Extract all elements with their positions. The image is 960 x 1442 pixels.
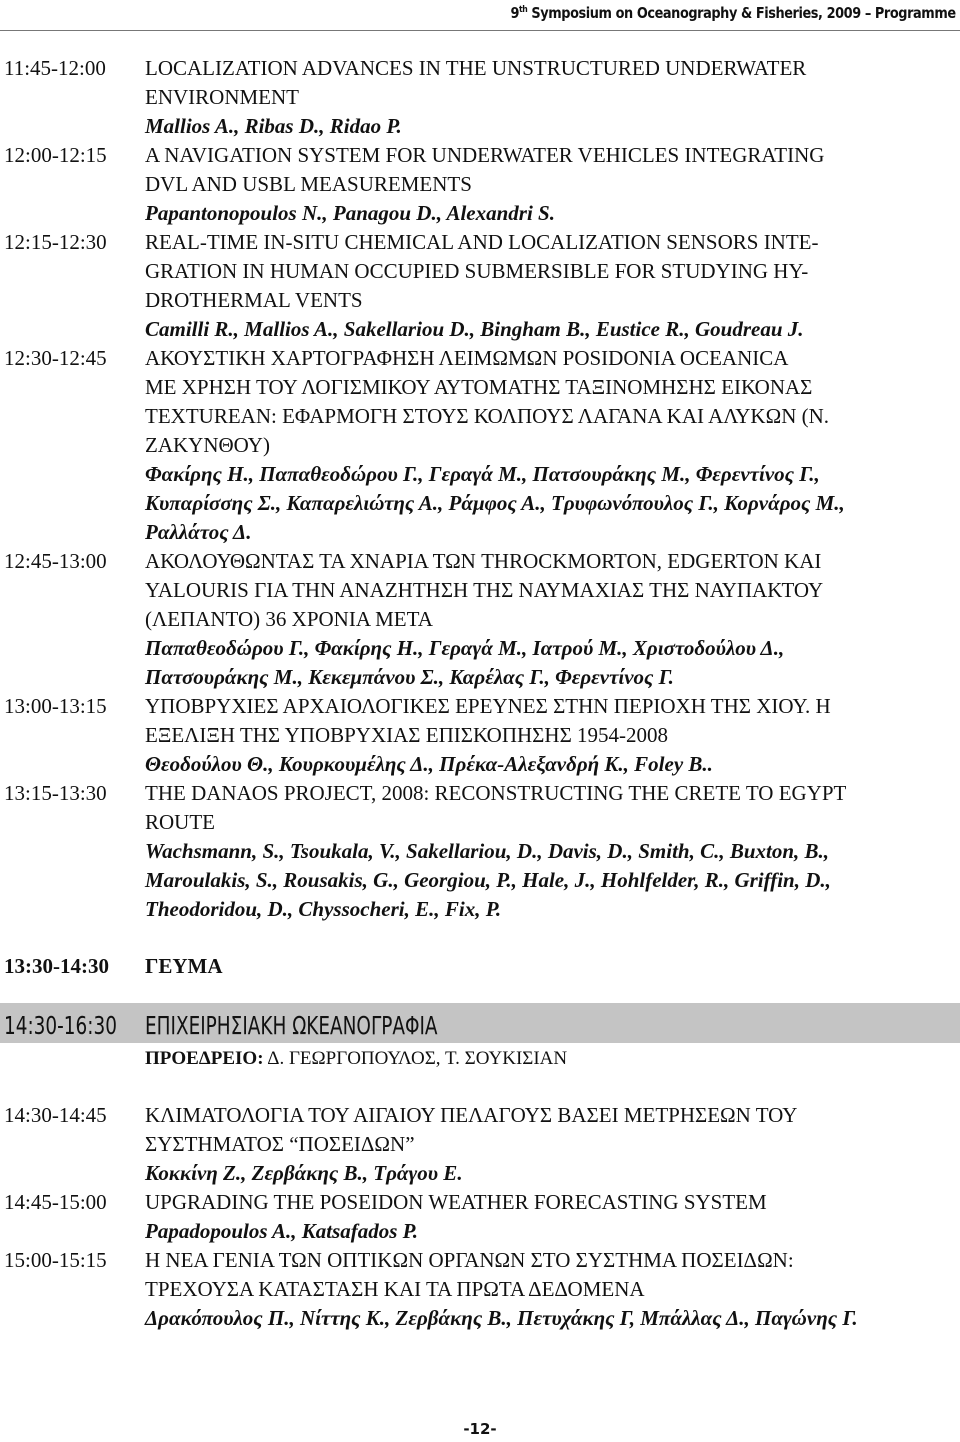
entry-title-line: ΕΞΕΛΙΞΗ ΤΗΣ ΥΠΟΒΡΥΧΙΑΣ ΕΠΙΣΚΟΠΗΣΗΣ 1954-2008 [145, 723, 669, 747]
entry-title-line: DVL AND USBL MEASUREMENTS [145, 172, 472, 196]
entry-authors-line: Κυπαρίσσης Σ., Καπαρελιώτης Α., Ράμφος Α., Τρυφωνόπουλος Γ., Κορνάρος Μ., [145, 491, 845, 515]
program-entry [4, 692, 956, 779]
session-1-program [4, 54, 956, 924]
entry-authors-line: Δρακόπουλος Π., Νίττης Κ., Ζερβάκης Β., Πετυχάκης Γ, Μπάλλας Δ., Παγώνης Γ. [145, 1306, 858, 1330]
entry-title-line: LOCALIZATION ADVANCES IN THE UNSTRUCTURED UNDERWATER [145, 56, 807, 80]
entry-title-line: ΣΥΣΤΗΜΑΤΟΣ “ΠΟΣΕΙΔΩΝ” [145, 1132, 415, 1156]
entry-title-line: ΤΡΕΧΟΥΣΑ ΚΑΤΑΣΤΑΣΗ ΚΑΙ ΤΑ ΠΡΩΤΑ ΔΕΔΟΜΕΝΑ [145, 1277, 645, 1301]
entry-title-line: ΑΚΟΥΣΤΙΚΗ ΧΑΡΤΟΓΡΑΦΗΣΗ ΛΕΙΜΩΜΩΝ POSIDONIA OCEANICA [145, 346, 789, 370]
session-banner-time: 14:30-16:30 [4, 1011, 117, 1040]
entry-content [145, 547, 956, 692]
entry-authors-line: Κοκκίνη Ζ., Ζερβάκης Β., Τράγου Ε. [145, 1161, 463, 1185]
entry-title-line: YALOURIS ΓΙΑ ΤΗΝ ΑΝΑΖΗΤΗΣΗ ΤΗΣ ΝΑΥΜΑΧΙΑΣ ΤΗΣ ΝΑΥΠΑΚΤΟΥ [145, 578, 824, 602]
entry-title-line: THE DANAOS PROJECT, 2008: RECONSTRUCTING THE CRETE TO EGYPT [145, 781, 847, 805]
entry-title-line: REAL-TIME IN-SITU CHEMICAL AND LOCALIZATION SENSORS INTE- [145, 230, 819, 254]
program-entry [4, 344, 956, 547]
session-chairs [145, 1047, 567, 1071]
session-banner-title: ΕΠΙΧΕΙΡΗΣΙΑΚΗ ΩΚΕΑΝΟΓΡΑΦΙΑ [145, 1011, 438, 1040]
entry-content [145, 779, 956, 924]
entry-title-line: ΥΠΟΒΡΥΧΙΕΣ ΑΡΧΑΙΟΛΟΓΙΚΕΣ ΕΡΕΥΝΕΣ ΣΤΗΝ ΠΕΡΙΟΧΗ ΤΗΣ ΧΙΟΥ. Η [145, 694, 831, 718]
program-entry [4, 1188, 956, 1246]
entry-time: 13:00-13:15 [4, 694, 107, 718]
entry-authors-line: Πατσουράκης Μ., Κεκεμπάνου Σ., Καρέλας Γ., Φερεντίνος Γ. [145, 665, 674, 689]
entry-time: 13:15-13:30 [4, 781, 107, 805]
lunch-label: ΓΕΥΜΑ [145, 954, 223, 978]
header-rule [0, 30, 960, 31]
entry-time: 11:45-12:00 [4, 56, 106, 80]
entry-content [145, 692, 956, 779]
entry-title-line: ΜΕ ΧΡΗΣΗ ΤΟΥ ΛΟΓΙΣΜΙΚΟΥ ΑΥΤΟΜΑΤΗΣ ΤΑΞΙΝΟΜΗΣΗΣ ΕΙΚΟΝΑΣ [145, 375, 813, 399]
entry-authors-line: Maroulakis, S., Rousakis, G., Georgiou, P., Hale, J., Hohlfelder, R., Griffin, D., [145, 868, 831, 892]
page-number: -12- [463, 1420, 497, 1438]
entry-time: 12:45-13:00 [4, 549, 107, 573]
entry-authors-line: Camilli R., Mallios A., Sakellariou D., Bingham B., Eustice R., Goudreau J. [145, 317, 804, 341]
program-entry [4, 1101, 956, 1188]
program-entry [4, 228, 956, 344]
entry-authors-line: Papantonopoulos N., Panagou D., Alexandri S. [145, 201, 555, 225]
running-header: 9th Symposium on Oceanography & Fisheries, 2009 – Programme [510, 4, 956, 22]
entry-authors-line: Theodoridou, D., Chyssocheri, E., Fix, P. [145, 897, 502, 921]
entry-title-line: Η ΝΕΑ ΓΕΝΙΑ ΤΩΝ ΟΠΤΙΚΩΝ ΟΡΓΑΝΩΝ ΣΤΟ ΣΥΣΤΗΜΑ ΠΟΣΕΙΔΩΝ: [145, 1248, 794, 1272]
entry-time: 14:30-14:45 [4, 1103, 107, 1127]
session-2-program [4, 1101, 956, 1333]
entry-authors-line: Ραλλάτος Δ. [145, 520, 252, 544]
program-entry [4, 547, 956, 692]
entry-title-line: ROUTE [145, 810, 215, 834]
entry-title-line: TEXTUREAN: ΕΦΑΡΜΟΓΗ ΣΤΟΥΣ ΚΟΛΠΟΥΣ ΛΑΓΑΝΑ ΚΑΙ ΑΛΥΚΩΝ (Ν. [145, 404, 830, 428]
entry-authors-line: Θεοδούλου Θ., Κουρκουμέλης Δ., Πρέκα-Αλεξανδρή Κ., Foley B.. [145, 752, 713, 776]
program-entry [4, 54, 956, 141]
entry-authors-line: Papadopoulos A., Katsafados P. [145, 1219, 419, 1243]
entry-title-line: (ΛΕΠΑΝΤΟ) 36 ΧΡΟΝΙΑ ΜΕΤΑ [145, 607, 433, 631]
entry-content [145, 141, 956, 228]
entry-time: 12:30-12:45 [4, 346, 107, 370]
entry-title-line: ENVIRONMENT [145, 85, 299, 109]
session-banner [0, 1003, 960, 1043]
entry-title-line: A NAVIGATION SYSTEM FOR UNDERWATER VEHICLES INTEGRATING [145, 143, 825, 167]
lunch-time: 13:30-14:30 [4, 954, 109, 978]
chairs-names: Δ. ΓΕΩΡΓΟΠΟΥΛΟΣ, Τ. ΣΟΥΚΙΣΙΑΝ [263, 1048, 568, 1069]
entry-content [145, 1246, 956, 1333]
chairs-label: ΠΡΟΕΔΡΕΙΟ: [145, 1048, 264, 1069]
entry-title-line: DROTHERMAL VENTS [145, 288, 363, 312]
entry-title-line: ΑΚΟΛΟΥΘΩΝΤΑΣ ΤΑ ΧΝΑΡΙΑ ΤΩΝ THROCKMORTON, EDGERTON ΚΑΙ [145, 549, 822, 573]
entry-time: 15:00-15:15 [4, 1248, 107, 1272]
entry-content [145, 228, 956, 344]
entry-authors-line: Φακίρης Η., Παπαθεοδώρου Γ., Γεραγά Μ., Πατσουράκης Μ., Φερεντίνος Γ., [145, 462, 820, 486]
entry-content [145, 1188, 956, 1246]
entry-title-line: UPGRADING THE POSEIDON WEATHER FORECASTING SYSTEM [145, 1190, 767, 1214]
entry-title-line: ΚΛΙΜΑΤΟΛΟΓΙΑ ΤΟΥ ΑΙΓΑΙΟΥ ΠΕΛΑΓΟΥΣ ΒΑΣΕΙ ΜΕΤΡΗΣΕΩΝ ΤΟΥ [145, 1103, 798, 1127]
entry-authors-line: Wachsmann, S., Tsoukala, V., Sakellariou, D., Davis, D., Smith, C., Buxton, B., [145, 839, 830, 863]
entry-content [145, 344, 956, 547]
entry-title-line: GRATION IN HUMAN OCCUPIED SUBMERSIBLE FOR STUDYING HY- [145, 259, 809, 283]
entry-content [145, 1101, 956, 1188]
program-entry [4, 1246, 956, 1333]
entry-time: 12:00-12:15 [4, 143, 107, 167]
lunch-break [4, 952, 223, 981]
entry-authors-line: Παπαθεοδώρου Γ., Φακίρης Η., Γεραγά Μ., Ιατρού Μ., Χριστοδούλου Δ., [145, 636, 785, 660]
program-entry [4, 141, 956, 228]
entry-title-line: ΖΑΚΥΝΘΟΥ) [145, 433, 270, 457]
entry-time: 12:15-12:30 [4, 230, 107, 254]
entry-time: 14:45-15:00 [4, 1190, 107, 1214]
program-entry [4, 779, 956, 924]
entry-content [145, 54, 956, 141]
entry-authors-line: Mallios A., Ribas D., Ridao P. [145, 114, 402, 138]
